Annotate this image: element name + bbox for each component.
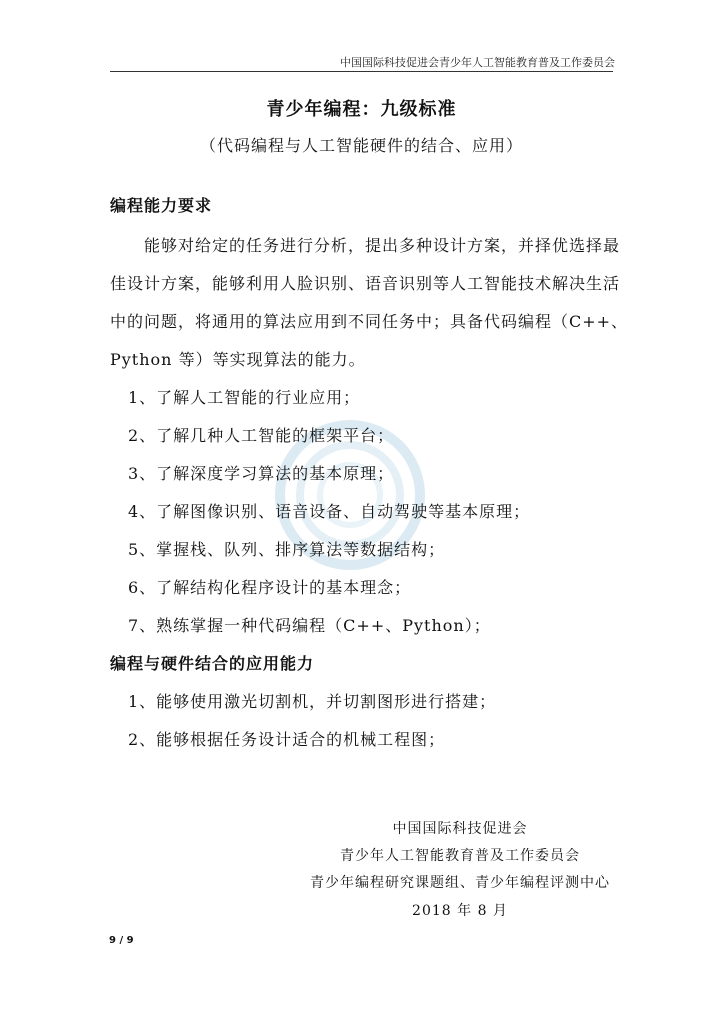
paragraph-line: Python 等）等实现算法的能力。 xyxy=(110,350,366,369)
paragraph-line: 能够对给定的任务进行分析，提出多种设计方案，并择优选择最 xyxy=(110,236,621,255)
section-heading-programming-ability: 编程能力要求 xyxy=(110,196,213,215)
paragraph-line: 中的问题，将通用的算法应用到不同任务中；具备代码编程（C++、 xyxy=(110,312,629,331)
document-title: 青少年编程：九级标准 xyxy=(266,99,457,120)
signature-line: 青少年人工智能教育普及工作委员会 xyxy=(340,848,580,864)
requirement-item: 2、能够根据任务设计适合的机械工程图； xyxy=(128,730,446,749)
page-number: 9 / 9 xyxy=(109,935,134,946)
requirement-item: 1、能够使用激光切割机，并切割图形进行搭建； xyxy=(128,692,497,711)
requirement-item: 5、掌握栈、队列、排序算法等数据结构； xyxy=(128,540,446,559)
signature-date: 2018 年 8 月 xyxy=(412,903,508,919)
requirement-item: 6、了解结构化程序设计的基本理念； xyxy=(128,578,412,597)
requirement-item: 1、了解人工智能的行业应用； xyxy=(128,388,361,407)
signature-line: 青少年编程研究课题组、青少年编程评测中心 xyxy=(310,875,610,891)
document-subtitle: （代码编程与人工智能硬件的结合、应用） xyxy=(199,136,523,155)
paragraph-line: 佳设计方案，能够利用人脸识别、语音识别等人工智能技术解决生活 xyxy=(110,274,621,293)
signature-line: 中国国际科技促进会 xyxy=(392,821,528,837)
requirement-item: 7、熟练掌握一种代码编程（C++、Python）； xyxy=(128,616,491,635)
requirement-item: 4、了解图像识别、语音设备、自动驾驶等基本原理； xyxy=(128,502,531,521)
section-heading-hardware-application: 编程与硬件结合的应用能力 xyxy=(110,654,315,673)
header-organization: 中国国际科技促进会青少年人工智能教育普及工作委员会 xyxy=(340,56,615,69)
header-divider xyxy=(110,71,613,72)
requirement-item: 2、了解几种人工智能的框架平台； xyxy=(128,426,395,445)
requirement-item: 3、了解深度学习算法的基本原理； xyxy=(128,464,395,483)
